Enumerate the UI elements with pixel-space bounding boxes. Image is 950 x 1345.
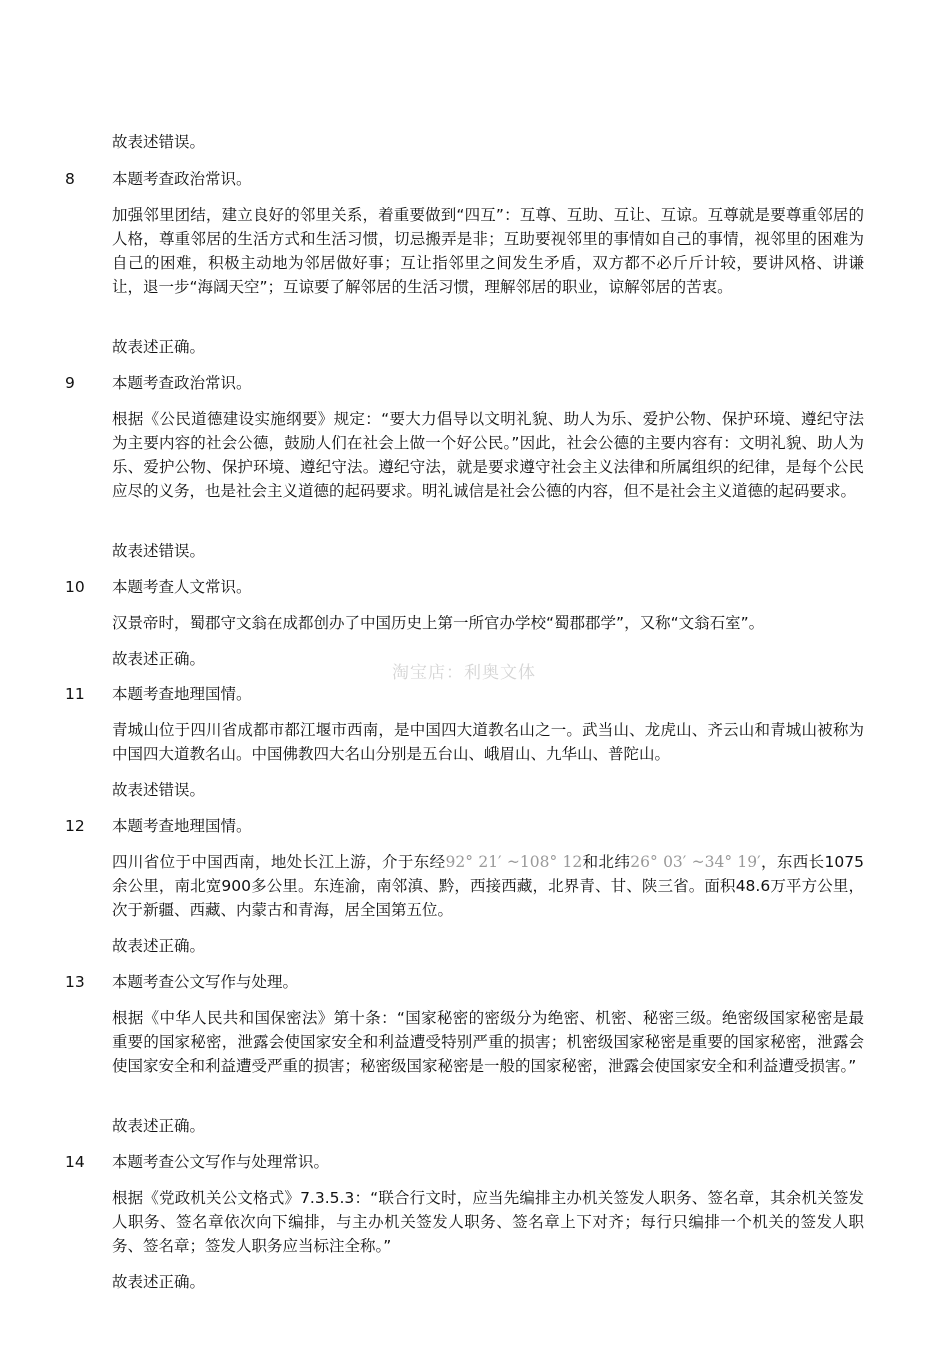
item-body-12 <box>112 850 864 922</box>
item-number-12: 12 <box>65 817 85 835</box>
body-12-part-c: ，东西长1075余公里，南北宽900多公里。东连渝，南邻滇、黔，西接西藏，北界青、甘、陕三省。面积48.6万平方公里，次于新疆、西藏、内蒙古和青海，居全国第五位。 <box>112 853 864 919</box>
item-topic-12: 本题考查地理国情。 <box>112 817 252 835</box>
longitude-range: 92° 21′ ~108° 12 <box>445 853 583 871</box>
item-body-11: 青城山位于四川省成都市都江堰市西南，是中国四大道教名山之一。武当山、龙虎山、齐云山和青城山被称为中国四大道教名山。中国佛教四大名山分别是五台山、峨眉山、九华山、普陀山。 <box>112 721 864 763</box>
item-topic-8: 本题考查政治常识。 <box>112 170 252 188</box>
item-topic-9: 本题考查政治常识。 <box>112 374 252 392</box>
item-body-8: 加强邻里团结，建立良好的邻里关系，着重要做到“四互”：互尊、互助、互让、互谅。互尊就是要尊重邻居的人格，尊重邻居的生活方式和生活习惯，切忌搬弄是非；互助要视邻里的事情如自己的事情，视邻里的困难为自己的困难，积极主动地为邻居做好事；互让指邻里之间发生矛盾，双方都不必斤斤计较，要讲风格、讲谦让，退一步“海阔天空”；互谅要了解邻居的生活习惯，理解邻居的职业，谅解邻居的苦衷。 <box>112 206 864 296</box>
body-12-part-b: 和北纬 <box>582 853 631 871</box>
conclusion-12: 故表述正确。 <box>112 937 206 955</box>
item-number-9: 9 <box>65 374 75 392</box>
item-topic-10: 本题考查人文常识。 <box>112 578 252 596</box>
item-body-10: 汉景帝时，蜀郡守文翁在成都创办了中国历史上第一所官办学校“蜀郡郡学”，又称“文翁石室”。 <box>112 614 765 632</box>
item-number-13: 13 <box>65 973 85 991</box>
conclusion-11: 故表述错误。 <box>112 781 206 799</box>
item-body-13: 根据《中华人民共和国保密法》第十条：“国家秘密的密级分为绝密、机密、秘密三级。绝密级国家秘密是最重要的国家秘密，泄露会使国家安全和利益遭受特别严重的损害；机密级国家秘密是重要的国家秘密，泄露会使国家安全和利益遭受严重的损害；秘密级国家秘密是一般的国家秘密，泄露会使国家安全和利益遭受损害。” <box>112 1009 864 1075</box>
conclusion-7: 故表述错误。 <box>112 133 206 151</box>
item-body-9: 根据《公民道德建设实施纲要》规定：“要大力倡导以文明礼貌、助人为乐、爱护公物、保护环境、遵纪守法为主要内容的社会公德，鼓励人们在社会上做一个好公民。”因此，社会公德的主要内容有：文明礼貌、助人为乐、爱护公物、保护环境、遵纪守法。遵纪守法，就是要求遵守社会主义法律和所属组织的纪律，是每个公民应尽的义务，也是社会主义道德的起码要求。明礼诚信是社会公德的内容，但不是社会主义道德的起码要求。 <box>112 410 864 500</box>
conclusion-13: 故表述正确。 <box>112 1117 206 1135</box>
body-12-part-a: 四川省位于中国西南，地处长江上游，介于东经 <box>112 853 446 871</box>
item-topic-13: 本题考查公文写作与处理。 <box>112 973 299 991</box>
conclusion-9: 故表述错误。 <box>112 542 206 560</box>
conclusion-10: 故表述正确。 <box>112 650 206 668</box>
conclusion-8: 故表述正确。 <box>112 338 206 356</box>
watermark: 淘宝店：利奥文体 <box>392 663 536 683</box>
conclusion-14: 故表述正确。 <box>112 1273 206 1291</box>
item-topic-14: 本题考查公文写作与处理常识。 <box>112 1153 330 1171</box>
item-topic-11: 本题考查地理国情。 <box>112 685 252 703</box>
latitude-range: 26° 03′ ~34° 19′ <box>630 853 761 871</box>
item-body-14: 根据《党政机关公文格式》7.3.5.3：“联合行文时，应当先编排主办机关签发人职务、签名章，其余机关签发人职务、签名章依次向下编排，与主办机关签发人职务、签名章上下对齐；每行只编排一个机关的签发人职务、签名章；签发人职务应当标注全称。” <box>112 1189 864 1255</box>
item-number-14: 14 <box>65 1153 85 1171</box>
item-number-8: 8 <box>65 170 75 188</box>
item-number-11: 11 <box>65 685 85 703</box>
item-number-10: 10 <box>65 578 85 596</box>
